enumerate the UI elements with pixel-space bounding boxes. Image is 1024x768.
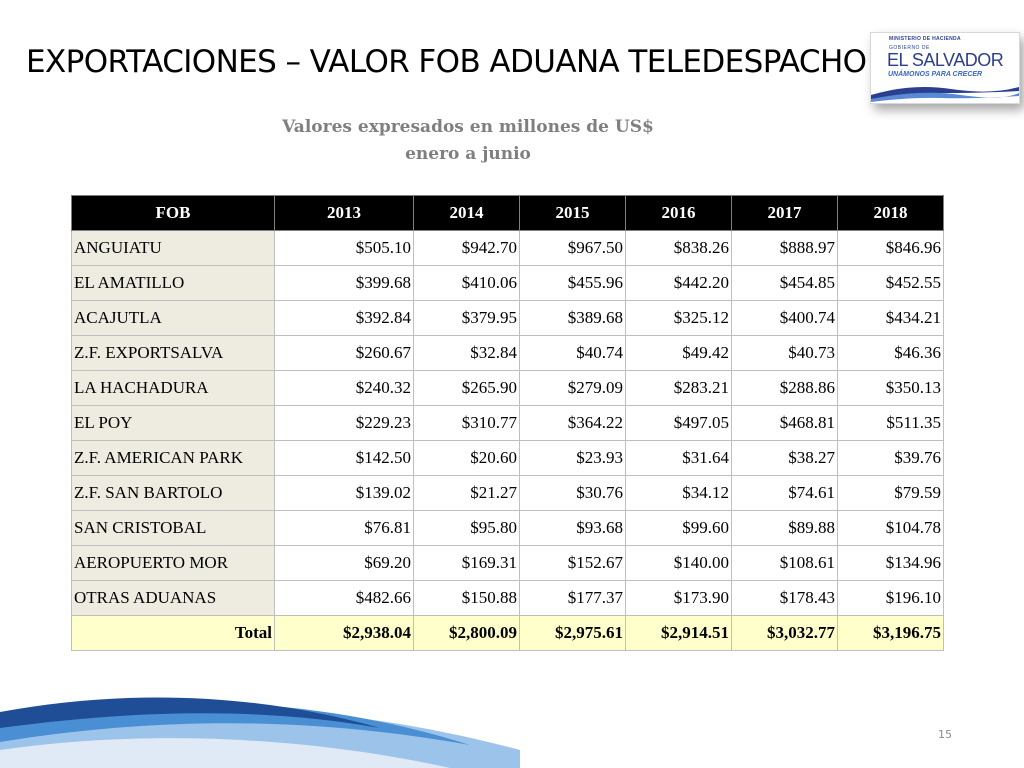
fob-value-cell: $265.90 (414, 371, 520, 406)
fob-value-cell: $40.73 (732, 336, 838, 371)
fob-value-cell: $152.67 (520, 546, 626, 581)
fob-value-cell: $229.23 (275, 406, 414, 441)
fob-value-cell: $79.59 (838, 476, 944, 511)
fob-value-cell: $838.26 (626, 231, 732, 266)
fob-value-cell: $173.90 (626, 581, 732, 616)
total-value-cell: $2,975.61 (520, 616, 626, 651)
fob-value-cell: $442.20 (626, 266, 732, 301)
fob-value-cell: $38.27 (732, 441, 838, 476)
fob-value-cell: $364.22 (520, 406, 626, 441)
fob-value-cell: $108.61 (732, 546, 838, 581)
fob-value-cell: $169.31 (414, 546, 520, 581)
fob-value-cell: $178.43 (732, 581, 838, 616)
fob-value-cell: $505.10 (275, 231, 414, 266)
fob-value-cell: $888.97 (732, 231, 838, 266)
fob-value-cell: $468.81 (732, 406, 838, 441)
fob-value-cell: $32.84 (414, 336, 520, 371)
total-value-cell: $3,032.77 (732, 616, 838, 651)
fob-value-cell: $34.12 (626, 476, 732, 511)
fob-value-cell: $288.86 (732, 371, 838, 406)
customs-office-name: ACAJUTLA (72, 301, 275, 336)
fob-value-cell: $23.93 (520, 441, 626, 476)
total-label: Total (72, 616, 275, 651)
fob-value-cell: $99.60 (626, 511, 732, 546)
table-row (72, 476, 944, 511)
fob-value-cell: $93.68 (520, 511, 626, 546)
table-row (72, 511, 944, 546)
slide-title: EXPORTACIONES – VALOR FOB ADUANA TELEDESPACHO (26, 44, 867, 80)
customs-office-name: Z.F. SAN BARTOLO (72, 476, 275, 511)
logo-slogan-text: UNÁMONOS PARA CRECER (888, 71, 983, 78)
fob-value-cell: $967.50 (520, 231, 626, 266)
customs-office-name: AEROPUERTO MOR (72, 546, 275, 581)
fob-value-cell: $452.55 (838, 266, 944, 301)
logo-wave-icon (871, 81, 1019, 103)
table-row (72, 546, 944, 581)
fob-value-cell: $196.10 (838, 581, 944, 616)
fob-value-cell: $260.67 (275, 336, 414, 371)
fob-export-table (71, 195, 944, 651)
fob-value-cell: $40.74 (520, 336, 626, 371)
table-row (72, 266, 944, 301)
fob-value-cell: $350.13 (838, 371, 944, 406)
fob-value-cell: $410.06 (414, 266, 520, 301)
fob-value-cell: $140.00 (626, 546, 732, 581)
fob-value-cell: $283.21 (626, 371, 732, 406)
column-header-year: 2016 (626, 196, 732, 231)
fob-value-cell: $400.74 (732, 301, 838, 336)
fob-value-cell: $46.36 (838, 336, 944, 371)
fob-value-cell: $389.68 (520, 301, 626, 336)
fob-value-cell: $240.32 (275, 371, 414, 406)
customs-office-name: EL AMATILLO (72, 266, 275, 301)
fob-value-cell: $511.35 (838, 406, 944, 441)
decorative-swoosh-icon (0, 690, 1024, 768)
table-header-row (72, 196, 944, 231)
fob-value-cell: $310.77 (414, 406, 520, 441)
fob-value-cell: $139.02 (275, 476, 414, 511)
customs-office-name: ANGUIATU (72, 231, 275, 266)
fob-value-cell: $89.88 (732, 511, 838, 546)
fob-value-cell: $30.76 (520, 476, 626, 511)
fob-value-cell: $150.88 (414, 581, 520, 616)
total-value-cell: $2,914.51 (626, 616, 732, 651)
fob-value-cell: $846.96 (838, 231, 944, 266)
fob-value-cell: $95.80 (414, 511, 520, 546)
column-header-year: 2015 (520, 196, 626, 231)
fob-value-cell: $942.70 (414, 231, 520, 266)
column-header-year: 2017 (732, 196, 838, 231)
fob-value-cell: $455.96 (520, 266, 626, 301)
fob-value-cell: $399.68 (275, 266, 414, 301)
fob-value-cell: $279.09 (520, 371, 626, 406)
table-row (72, 406, 944, 441)
fob-value-cell: $142.50 (275, 441, 414, 476)
customs-office-name: Z.F. EXPORTSALVA (72, 336, 275, 371)
fob-value-cell: $39.76 (838, 441, 944, 476)
table-row (72, 336, 944, 371)
page-number: 15 (938, 728, 952, 741)
fob-value-cell: $434.21 (838, 301, 944, 336)
table-row (72, 441, 944, 476)
fob-value-cell: $134.96 (838, 546, 944, 581)
fob-value-cell: $325.12 (626, 301, 732, 336)
fob-value-cell: $69.20 (275, 546, 414, 581)
fob-value-cell: $74.61 (732, 476, 838, 511)
customs-office-name: OTRAS ADUANAS (72, 581, 275, 616)
fob-value-cell: $76.81 (275, 511, 414, 546)
customs-office-name: LA HACHADURA (72, 371, 275, 406)
fob-value-cell: $379.95 (414, 301, 520, 336)
column-header-year: 2014 (414, 196, 520, 231)
fob-value-cell: $177.37 (520, 581, 626, 616)
table-total-row (72, 616, 944, 651)
fob-value-cell: $31.64 (626, 441, 732, 476)
fob-value-cell: $21.27 (414, 476, 520, 511)
total-value-cell: $2,800.09 (414, 616, 520, 651)
fob-value-cell: $49.42 (626, 336, 732, 371)
logo-country-text: EL SALVADOR (887, 50, 1004, 70)
customs-office-name: SAN CRISTOBAL (72, 511, 275, 546)
table-row (72, 581, 944, 616)
el-salvador-government-logo (870, 32, 1020, 104)
fob-value-cell: $454.85 (732, 266, 838, 301)
logo-gobierno-text: GOBIERNO DE (889, 45, 930, 51)
column-header-year: 2013 (275, 196, 414, 231)
fob-value-cell: $497.05 (626, 406, 732, 441)
slide-subtitle: Valores expresados en millones de US$ (282, 117, 654, 137)
column-header-fob: FOB (72, 196, 275, 231)
fob-value-cell: $20.60 (414, 441, 520, 476)
customs-office-name: EL POY (72, 406, 275, 441)
logo-ministry-text: MINISTERIO DE HACIENDA (889, 36, 961, 42)
table-row (72, 231, 944, 266)
fob-value-cell: $104.78 (838, 511, 944, 546)
customs-office-name: Z.F. AMERICAN PARK (72, 441, 275, 476)
column-header-year: 2018 (838, 196, 944, 231)
total-value-cell: $2,938.04 (275, 616, 414, 651)
fob-value-cell: $392.84 (275, 301, 414, 336)
table-row (72, 301, 944, 336)
total-value-cell: $3,196.75 (838, 616, 944, 651)
table-row (72, 371, 944, 406)
fob-value-cell: $482.66 (275, 581, 414, 616)
slide-period: enero a junio (405, 144, 531, 164)
